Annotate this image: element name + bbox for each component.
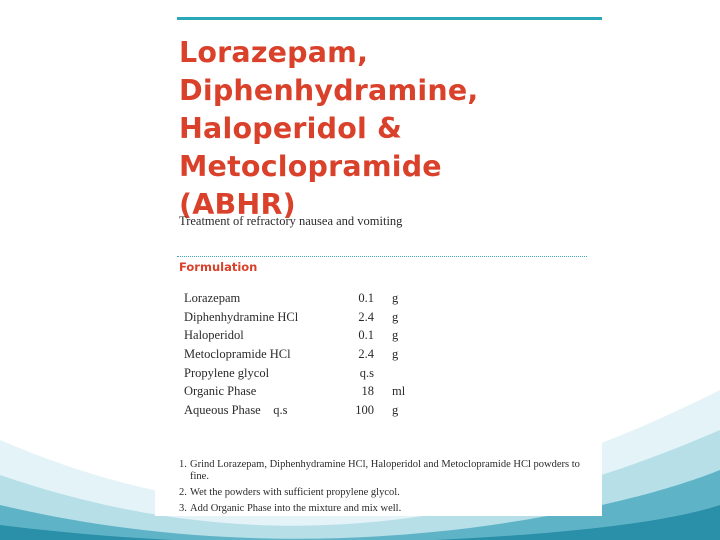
- ingredient-name: Metoclopramide HCl: [184, 347, 291, 362]
- ingredient-name: Haloperidol: [184, 328, 244, 343]
- ingredient-name: Organic Phase: [184, 384, 257, 399]
- title-line: Metoclopramide: [179, 150, 442, 183]
- formulation-row: [184, 291, 564, 310]
- ingredient-quantity: 2.4: [358, 309, 374, 324]
- ingredient-name: Propylene glycol: [184, 365, 270, 380]
- ingredient-quantity: 2.4: [358, 347, 374, 362]
- document-page: [155, 17, 602, 516]
- formulation-row: [184, 310, 564, 329]
- step-text: Wet the powders with sufficient propylene glycol.: [190, 487, 400, 498]
- ingredient-name: Aqueous Phase q.s: [184, 403, 288, 418]
- title-line: Haloperidol &: [179, 112, 403, 145]
- ingredient-quantity: 0.1: [358, 328, 374, 343]
- formulation-row: [184, 328, 564, 347]
- procedure-step: [179, 487, 589, 499]
- procedure-step: [179, 459, 589, 483]
- subtitle: Treatment of refractory nausea and vomiting: [179, 214, 403, 228]
- ingredient-quantity: q.s: [359, 365, 374, 380]
- title-line: Lorazepam,: [179, 36, 369, 69]
- formulation-table: [184, 291, 564, 422]
- dotted-divider: [177, 256, 587, 257]
- ingredient-name: Diphenhydramine HCl: [184, 309, 299, 324]
- step-text: Add Organic Phase into the mixture and mix well.: [190, 503, 402, 514]
- ingredient-unit: g: [392, 291, 399, 305]
- title-line: (ABHR): [179, 188, 296, 221]
- title-line: Diphenhydramine,: [179, 74, 479, 107]
- ingredient-quantity: 0.1: [358, 291, 374, 305]
- section-heading-formulation: Formulation: [179, 260, 258, 274]
- ingredient-name: Lorazepam: [184, 291, 241, 305]
- step-number: 1.: [179, 459, 187, 470]
- page-top-rule: [177, 17, 602, 20]
- ingredient-quantity: 18: [361, 384, 374, 399]
- ingredient-unit: g: [392, 403, 399, 418]
- formulation-row: [184, 366, 564, 385]
- ingredient-unit: ml: [392, 384, 406, 399]
- procedure-steps: [179, 459, 589, 516]
- formulation-row: [184, 403, 564, 422]
- procedure-step: [179, 503, 589, 515]
- step-number: 2.: [179, 487, 187, 498]
- formulation-row: [184, 347, 564, 366]
- step-number: 3.: [179, 503, 187, 514]
- ingredient-unit: g: [392, 347, 399, 362]
- ingredient-unit: g: [392, 309, 399, 324]
- page-title: [179, 34, 589, 224]
- step-text: Grind Lorazepam, Diphenhydramine HCl, Haloperidol and Metoclopramide HCl powders to fine.: [190, 459, 580, 482]
- formulation-row: [184, 384, 564, 403]
- ingredient-unit: g: [392, 328, 399, 343]
- ingredient-quantity: 100: [355, 403, 374, 418]
